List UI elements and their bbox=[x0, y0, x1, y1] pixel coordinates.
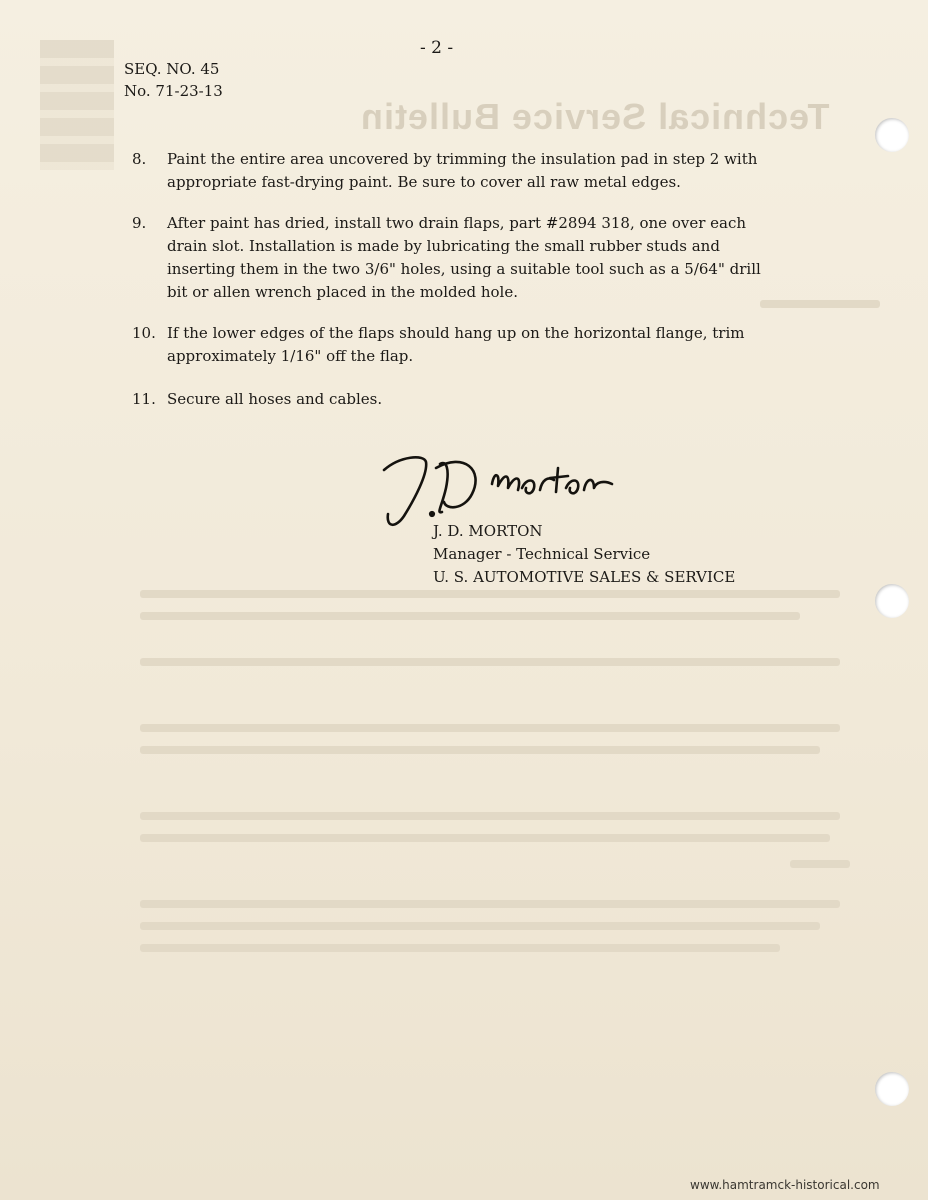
bleed-through-title: Technical Service Bulletin bbox=[360, 96, 830, 137]
step-text: After paint has dried, install two drain flaps, part #2894 318, one over each drain slot. Installation is made by lubricating the small rubber studs and inserting them in the two 3/6" holes, using a suitable tool such as a 5/64" drill bit or allen wrench placed in the molded hole. bbox=[167, 214, 761, 301]
bleed-through-mark bbox=[140, 944, 780, 952]
sequence-block bbox=[124, 58, 223, 102]
signer-organization: U. S. AUTOMOTIVE SALES & SERVICE bbox=[433, 568, 736, 586]
step-number: 10. bbox=[132, 324, 156, 342]
step-text: Secure all hoses and cables. bbox=[167, 390, 383, 408]
binder-hole bbox=[875, 1072, 909, 1106]
bleed-through-mark bbox=[140, 834, 830, 842]
bleed-through-mark bbox=[140, 724, 840, 732]
bleed-through-mark bbox=[790, 860, 850, 868]
signer-name: J. D. MORTON bbox=[433, 522, 543, 540]
step-item bbox=[132, 322, 772, 368]
binder-hole bbox=[875, 118, 909, 152]
bleed-through-mark bbox=[140, 658, 840, 666]
bleed-through-mark bbox=[140, 812, 840, 820]
binder-hole bbox=[875, 584, 909, 618]
signature-block bbox=[433, 520, 735, 589]
page-number: - 2 - bbox=[420, 38, 454, 58]
bleed-through-mark bbox=[140, 900, 840, 908]
step-number: 11. bbox=[132, 390, 156, 408]
step-item bbox=[132, 212, 772, 304]
bleed-through-mark bbox=[760, 300, 880, 308]
bleed-through-mark bbox=[140, 612, 800, 620]
footer-watermark: www.hamtramck-historical.com bbox=[690, 1178, 880, 1192]
step-number: 9. bbox=[132, 214, 147, 232]
signer-title: Manager - Technical Service bbox=[433, 545, 651, 563]
step-text: If the lower edges of the flaps should hang up on the horizontal flange, trim approximately 1/16" off the flap. bbox=[167, 324, 745, 365]
step-text: Paint the entire area uncovered by trimming the insulation pad in step 2 with appropriate fast-drying paint. Be sure to cover all raw metal edges. bbox=[167, 150, 758, 191]
bleed-through-mark bbox=[140, 746, 820, 754]
step-item bbox=[132, 148, 772, 194]
bleed-through-logo bbox=[40, 40, 114, 170]
step-number: 8. bbox=[132, 150, 147, 168]
doc-number: No. 71-23-13 bbox=[124, 82, 223, 100]
bleed-through-mark bbox=[140, 590, 840, 598]
seq-number: SEQ. NO. 45 bbox=[124, 60, 220, 78]
bleed-through-mark bbox=[140, 922, 820, 930]
step-item bbox=[132, 388, 772, 411]
